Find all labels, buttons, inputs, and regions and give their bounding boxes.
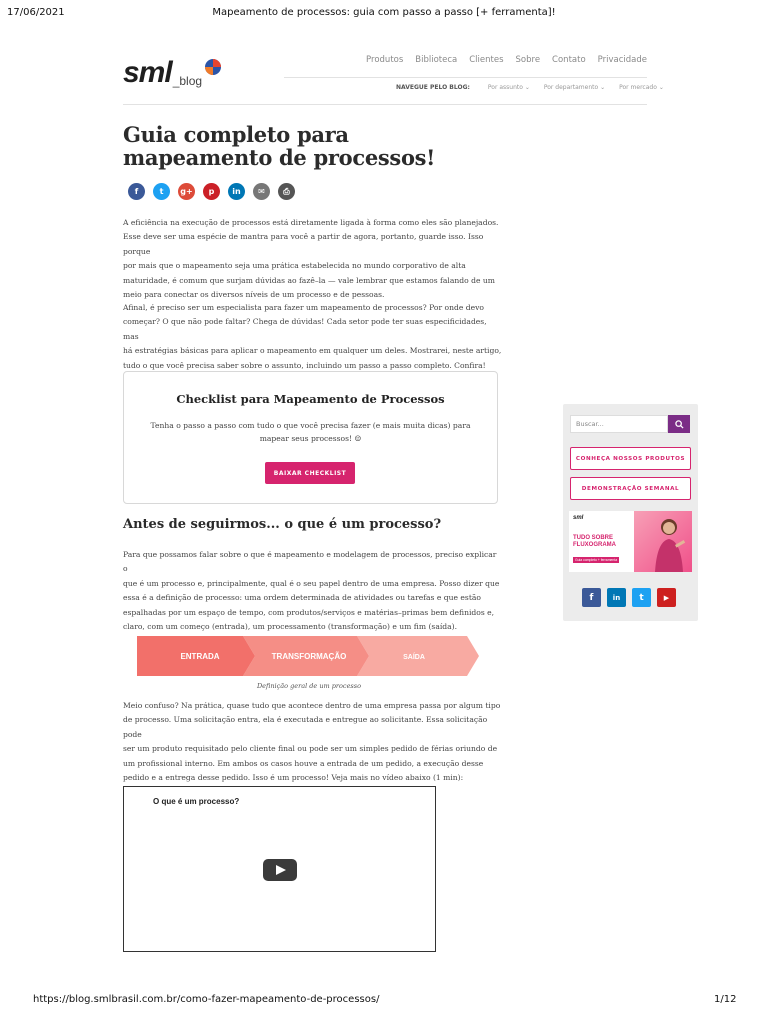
share-bar xyxy=(128,183,295,200)
print-url: https://blog.smlbrasil.com.br/como-fazer-mapeamento-de-processos/ xyxy=(33,994,380,1005)
sidebar-search-button[interactable] xyxy=(668,415,690,433)
logo-suffix: _blog xyxy=(172,74,203,88)
print-icon[interactable]: ⎙ xyxy=(278,183,295,200)
article-title: Guia completo para mapeamento de processos! xyxy=(123,122,436,170)
sidebar-search-input[interactable]: Buscar... xyxy=(570,415,668,433)
pinterest-icon[interactable]: p xyxy=(203,183,220,200)
twitter-icon[interactable]: t xyxy=(153,183,170,200)
twitter-icon[interactable]: t xyxy=(632,588,651,607)
print-page-title: Mapeamento de processos: guia com passo a passo [+ ferramenta]! xyxy=(212,7,556,18)
nav-produtos[interactable]: Produtos xyxy=(366,55,404,65)
logo-mark-icon xyxy=(204,58,222,76)
video-title: O que é um processo? xyxy=(153,797,240,806)
example-paragraph: Meio confuso? Na prática, quase tudo que acontece dentro de uma empresa passa por algum tipo de processo. Uma solicitação entra, ela é executada e entregue ao solicitante. Essa solicitação pode ser um produto requisitado pelo cliente final ou pode ser um simples pedido de férias oriundo de um profissional interno. Em ambos os casos houve a entrada de um pedido, a execução desse pedido e a entrega desse pedido. Isso é um processo! Veja mais no vídeo abaixo (1 min): xyxy=(123,701,501,783)
banner-person-icon xyxy=(649,515,689,572)
main-nav xyxy=(354,55,647,65)
chevron-down-icon: ⌄ xyxy=(658,84,664,91)
nav-divider xyxy=(284,77,647,78)
linkedin-icon[interactable]: in xyxy=(228,183,245,200)
header-divider xyxy=(123,104,647,105)
checklist-title: Checklist para Mapeamento de Processos xyxy=(176,392,445,406)
process-definition-paragraph: Para que possamos falar sobre o que é mapeamento e modelagem de processos, preciso explicar o que é um processo e, principalmente, qual é o seu papel dentro de uma empresa. Posso dizer que essa é a definição de processo: uma ordem determinada de atividades ou tarefas e que estão espalhadas por um espaço de tempo, com produtos/serviços e matérias–primas bem definidos e, claro, com um começo (entrada), um processamento (transformação) e um fim (saída). xyxy=(123,550,500,632)
video-embed[interactable] xyxy=(123,786,436,952)
nav-privacidade[interactable]: Privacidade xyxy=(597,55,647,65)
section-heading: Antes de seguirmos... o que é um processo? xyxy=(123,517,442,532)
label-entrada: ENTRADA xyxy=(180,652,220,661)
nav-clientes[interactable]: Clientes xyxy=(469,55,504,65)
process-diagram xyxy=(137,636,481,676)
play-button-icon[interactable] xyxy=(263,859,297,881)
diagram-caption: Definição geral de um processo xyxy=(256,682,362,690)
browse-label: NAVEGUE PELO BLOG: xyxy=(396,84,470,91)
label-transformacao: TRANSFORMAÇÃO xyxy=(271,652,347,661)
site-logo[interactable] xyxy=(123,56,222,90)
intro-paragraph: A eficiência na execução de processos está diretamente ligada à forma como eles são planejados. Esse deve ser uma espécie de mantra para você a partir de agora, portanto, guarde isso. Isso porque por mais que o mapeamento seja uma prática estabelecida no mundo corporativo de alta maturidade, é comum que surjam dúvidas ao fazê–la — vale lembrar que estamos falando de um meio para conectar os diversos níveis de um processo e de pessoas. xyxy=(123,218,499,300)
search-icon xyxy=(675,420,684,429)
nav-biblioteca[interactable]: Biblioteca xyxy=(415,55,458,65)
nav-sobre[interactable]: Sobre xyxy=(515,55,541,65)
browse-by-market[interactable]: Por mercado ⌄ xyxy=(619,84,664,91)
facebook-icon[interactable]: f xyxy=(582,588,601,607)
print-date: 17/06/2021 xyxy=(7,7,65,18)
chevron-down-icon: ⌄ xyxy=(524,84,530,91)
banner-title: TUDO SOBRE FLUXOGRAMA xyxy=(573,535,616,548)
logo-text: sml xyxy=(123,56,172,89)
google-plus-icon[interactable]: g+ xyxy=(178,183,195,200)
second-paragraph: Afinal, é preciso ser um especialista para fazer um mapeamento de processos? Por onde devo começar? O que não pode faltar? Chega de dúvidas! Cada setor pode ter suas especificidades, mas há estratégias básicas para aplicar o mapeamento em qualquer um deles. Mostrarei, neste artigo, tudo o que você precisa saber sobre o assunto, incluindo um passo a passo completo. Confira! xyxy=(123,303,502,370)
chevron-down-icon: ⌄ xyxy=(600,84,606,91)
facebook-icon[interactable]: f xyxy=(128,183,145,200)
flowchart-banner[interactable] xyxy=(569,511,692,572)
download-checklist-button[interactable]: BAIXAR CHECKLIST xyxy=(265,462,355,484)
checklist-card xyxy=(123,371,498,504)
linkedin-icon[interactable]: in xyxy=(607,588,626,607)
email-icon[interactable]: ✉ xyxy=(253,183,270,200)
banner-logo: sml xyxy=(573,515,584,521)
nav-contato[interactable]: Contato xyxy=(552,55,586,65)
blog-browse-nav xyxy=(396,84,664,91)
browse-by-subject[interactable]: Por assunto ⌄ xyxy=(487,84,530,91)
print-page-number: 1/12 xyxy=(714,994,737,1005)
sidebar xyxy=(563,404,698,621)
checklist-text: Tenha o passo a passo com tudo o que você precisa fazer (e mais muita dicas) para mapear seus processos! ☺ xyxy=(150,421,471,443)
sidebar-social xyxy=(582,588,676,607)
youtube-icon[interactable]: ▶ xyxy=(657,588,676,607)
browse-by-department[interactable]: Por departamento ⌄ xyxy=(543,84,606,91)
banner-tag: Guia completo + ferramenta xyxy=(575,558,618,562)
products-button[interactable]: CONHEÇA NOSSOS PRODUTOS xyxy=(570,447,691,470)
label-saida: SAÍDA xyxy=(403,654,425,661)
demo-button[interactable]: DEMONSTRAÇÃO SEMANAL xyxy=(570,477,691,500)
